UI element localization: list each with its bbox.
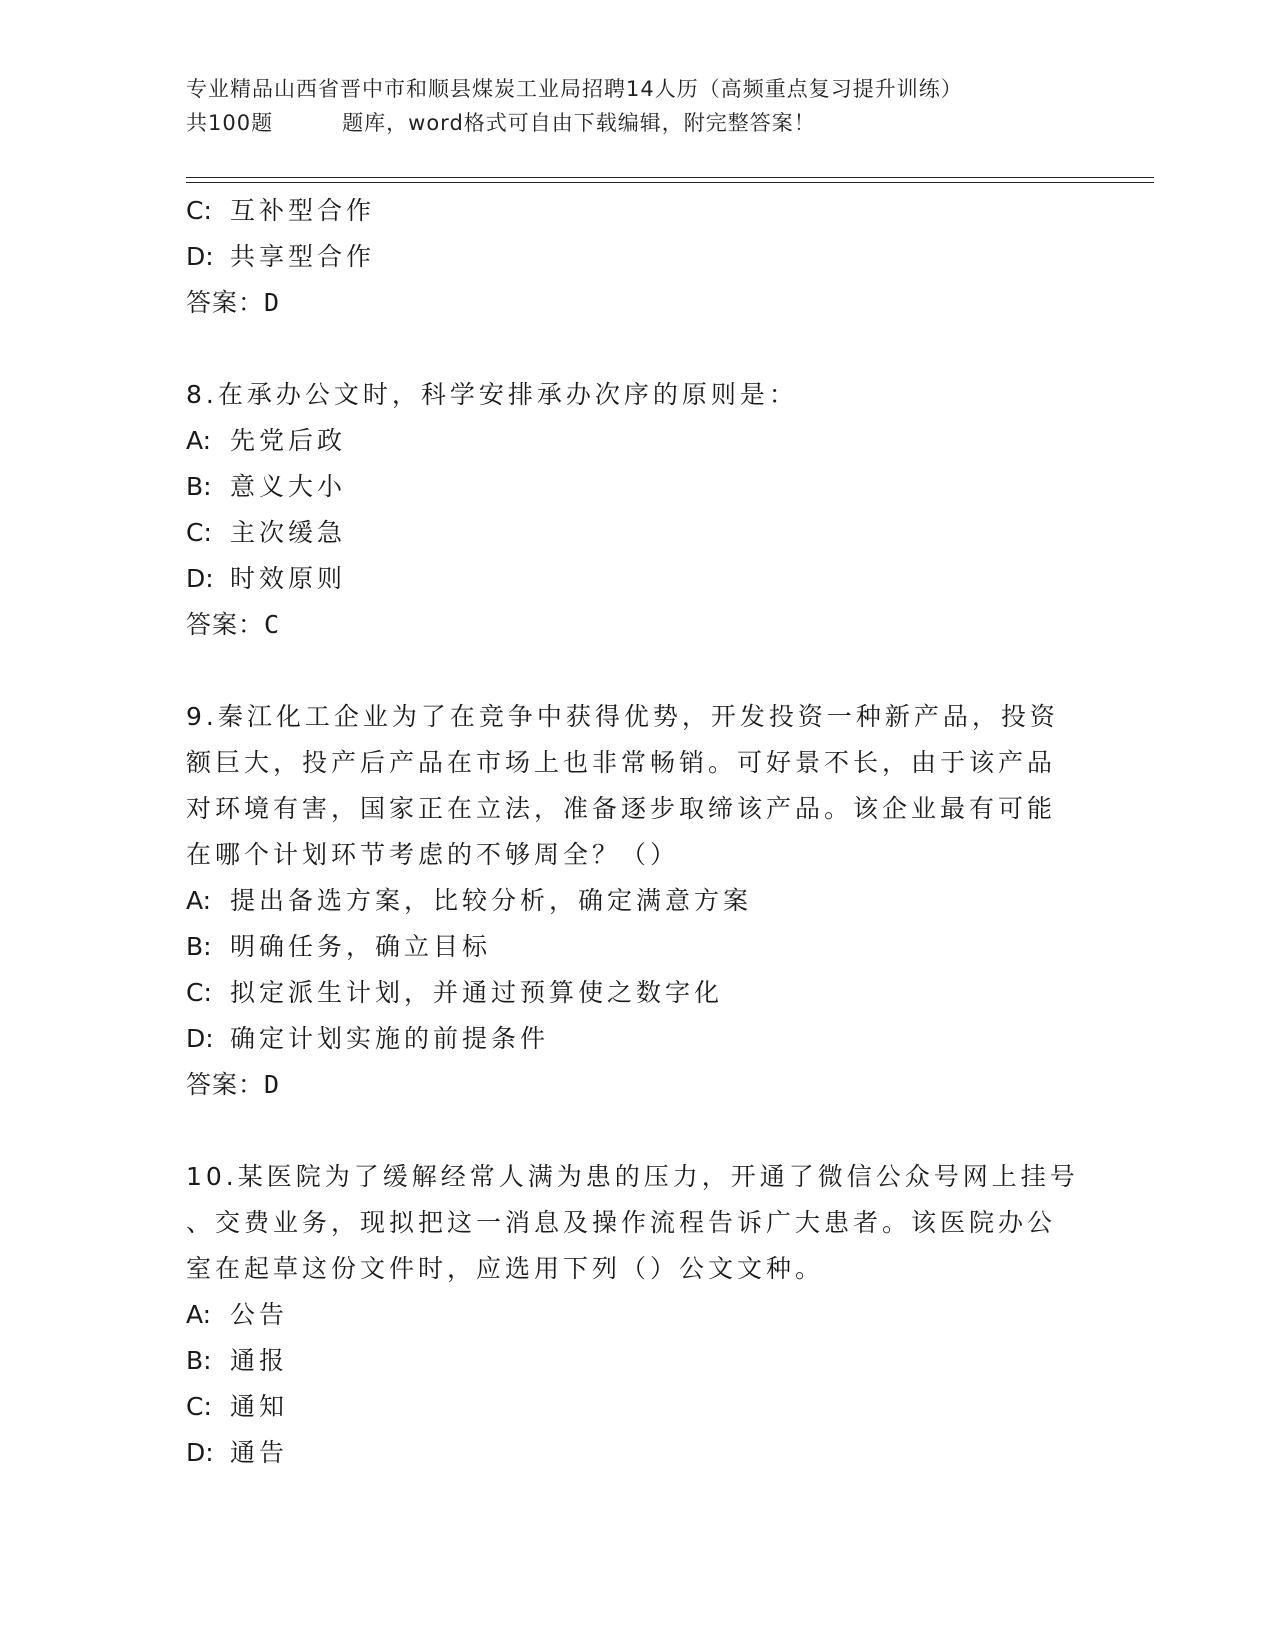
- question-text-line: 在哪个计划环节考虑的不够周全？（）: [186, 840, 680, 869]
- question-text-line: 10.某医院为了缓解经常人满为患的压力，开通了微信公众号网上挂号: [186, 1162, 1079, 1191]
- header-title-line1: 专业精品山西省晋中市和顺县煤炭工业局招聘14人历（高频重点复习提升训练）: [186, 77, 963, 101]
- header-divider-top: [186, 177, 1154, 178]
- answer-label: 答案：: [186, 1070, 265, 1099]
- option-text: 通告: [230, 1438, 289, 1467]
- option-c: [186, 1384, 1086, 1430]
- option-key: C:: [186, 196, 212, 225]
- document-body: [186, 188, 1086, 1476]
- option-d: [186, 1016, 1086, 1062]
- option-d: [186, 1430, 1086, 1476]
- answer-line: [186, 1062, 1086, 1108]
- option-text: 公告: [230, 1300, 289, 1329]
- option-c: [186, 188, 1086, 234]
- option-text: 通知: [230, 1392, 289, 1421]
- answer-value: D: [264, 288, 281, 317]
- answer-value: C: [264, 610, 281, 639]
- option-key: A:: [186, 1300, 212, 1329]
- answer-label: 答案：: [186, 288, 265, 317]
- option-c: [186, 510, 1086, 556]
- option-key: D:: [186, 564, 214, 593]
- option-a: [186, 1292, 1086, 1338]
- answer-line: [186, 280, 1086, 326]
- option-b: [186, 464, 1086, 510]
- option-key: C:: [186, 1392, 212, 1421]
- question-10: [186, 1154, 1086, 1476]
- option-a: [186, 418, 1086, 464]
- question-text-line: 室在起草这份文件时，应选用下列（）公文文种。: [186, 1254, 825, 1283]
- answer-value: D: [264, 1070, 281, 1099]
- option-text: 先党后政: [230, 426, 347, 455]
- option-key: C:: [186, 978, 212, 1007]
- option-text: 主次缓急: [230, 518, 347, 547]
- header-title-line2: 共100题 题库，word格式可自由下载编辑，附完整答案！: [186, 111, 816, 135]
- header-divider-bottom: [186, 182, 1154, 183]
- option-text: 共享型合作: [230, 242, 376, 271]
- option-c: [186, 970, 1086, 1016]
- question-text-line: 、交费业务，现拟把这一消息及操作流程告诉广大患者。该医院办公: [186, 1208, 1057, 1237]
- option-text: 互补型合作: [230, 196, 376, 225]
- option-key: A:: [186, 426, 212, 455]
- answer-label: 答案：: [186, 610, 265, 639]
- option-text: 通报: [230, 1346, 289, 1375]
- question-9: [186, 694, 1086, 1108]
- option-b: [186, 1338, 1086, 1384]
- option-key: D:: [186, 1024, 214, 1053]
- option-d: [186, 234, 1086, 280]
- question-text-line: 对环境有害，国家正在立法，准备逐步取缔该产品。该企业最有可能: [186, 794, 1057, 823]
- option-b: [186, 924, 1086, 970]
- answer-line: [186, 602, 1086, 648]
- option-key: C:: [186, 518, 212, 547]
- spacer: [186, 326, 1086, 372]
- option-key: D:: [186, 242, 214, 271]
- question-text: 8.在承办公文时，科学安排承办次序的原则是：: [186, 380, 798, 409]
- option-text: 提出备选方案，比较分析，确定满意方案: [230, 886, 753, 915]
- question-text-line: 额巨大，投产后产品在市场上也非常畅销。可好景不长，由于该产品: [186, 748, 1057, 777]
- question-8: [186, 372, 1086, 648]
- option-text: 意义大小: [230, 472, 347, 501]
- question-7-tail: [186, 188, 1086, 326]
- option-key: B:: [186, 932, 212, 961]
- option-key: B:: [186, 472, 212, 501]
- option-a: [186, 878, 1086, 924]
- option-text: 拟定派生计划，并通过预算使之数字化: [230, 978, 724, 1007]
- option-text: 明确任务，确立目标: [230, 932, 492, 961]
- option-d: [186, 556, 1086, 602]
- option-text: 确定计划实施的前提条件: [230, 1024, 550, 1053]
- option-key: D:: [186, 1438, 214, 1467]
- document-header: [186, 72, 1086, 140]
- option-key: A:: [186, 886, 212, 915]
- option-key: B:: [186, 1346, 212, 1375]
- spacer: [186, 1108, 1086, 1154]
- option-text: 时效原则: [230, 564, 347, 593]
- spacer: [186, 648, 1086, 694]
- question-text-line: 9.秦江化工企业为了在竞争中获得优势，开发投资一种新产品，投资: [186, 702, 1059, 731]
